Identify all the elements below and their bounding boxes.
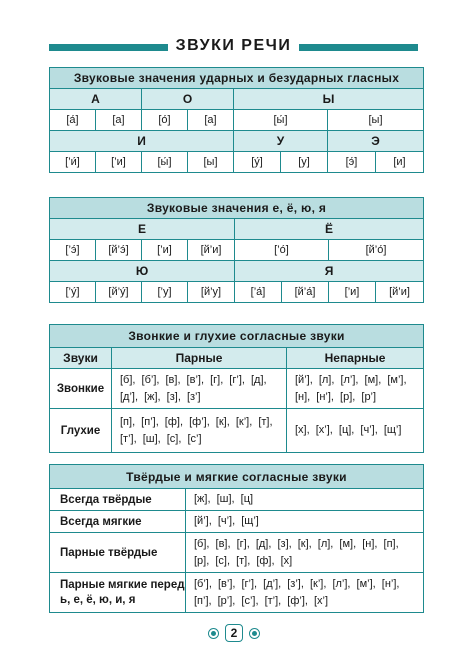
row-label: Парные мягкие перед ь, е, ё, ю, и, я [50, 573, 186, 613]
sound-cell: [’э́] [50, 240, 96, 261]
letter-cell: Э [328, 131, 424, 152]
hardsoft-header: Твёрдые и мягкие согласные звуки [50, 465, 424, 489]
row-value: [й’], [ч’], [щ’] [186, 511, 424, 533]
column-header: Звуки [50, 348, 112, 369]
sound-cell: [и] [376, 152, 424, 173]
letter-cell: Ю [50, 261, 235, 282]
sound-cell: [а] [96, 110, 142, 131]
sound-cell: [ы] [328, 110, 424, 131]
letter-cell: И [50, 131, 234, 152]
sound-cell: [о́] [142, 110, 188, 131]
sound-cell: [й’э́] [96, 240, 142, 261]
sound-cell: [’у] [142, 282, 188, 303]
hard-soft-table [49, 464, 424, 613]
row-value: [б’], [в’], [г’], [д’], [з’], [к’], [л’], [м’], [н’], [п’], [р’], [с’], [т’], [ф’], [х’] [186, 573, 424, 613]
sound-cell: [’и] [329, 282, 376, 303]
page-footer [0, 624, 468, 642]
unpaired-sounds: [х], [х’], [ц], [ч’], [щ’] [287, 409, 424, 453]
sound-cell: [у́] [234, 152, 281, 173]
letter-cell: Е [50, 219, 235, 240]
sound-cell: [’а́] [235, 282, 282, 303]
page-title-block [49, 36, 418, 60]
row-label: Парные твёрдые [50, 533, 186, 573]
letter-cell: Ё [235, 219, 424, 240]
page-title-text: ЗВУКИ РЕЧИ [168, 37, 300, 54]
row-label: Глухие [50, 409, 112, 453]
iotated-table [49, 197, 424, 303]
column-header: Непарные [287, 348, 424, 369]
voiced-header: Звонкие и глухие согласные звуки [50, 325, 424, 348]
sound-cell: [э́] [328, 152, 376, 173]
row-label: Звонкие [50, 369, 112, 409]
letter-cell: Я [235, 261, 424, 282]
ornament-icon [249, 628, 260, 639]
vowels-header: Звуковые значения ударных и безударных гласных [50, 68, 424, 89]
row-value: [ж], [ш], [ц] [186, 489, 424, 511]
sound-cell: [й’а́] [282, 282, 329, 303]
paired-sounds: [п], [п’], [ф], [ф’], [к], [к’], [т], [т’], [ш], [с], [с’] [112, 409, 287, 453]
sound-cell: [а́] [50, 110, 96, 131]
row-value: [б], [в], [г], [д], [з], [к], [л], [м], [н], [п], [р], [с], [т], [ф], [х] [186, 533, 424, 573]
row-label: Всегда мягкие [50, 511, 186, 533]
sound-cell: [ы́] [142, 152, 188, 173]
sound-cell: [а] [188, 110, 234, 131]
sound-cell: [й’у́] [96, 282, 142, 303]
paired-sounds: [б], [б’], [в], [в’], [г], [г’], [д], [д’], [ж], [з], [з’] [112, 369, 287, 409]
ornament-icon [208, 628, 219, 639]
sound-cell: [’и] [96, 152, 142, 173]
sound-cell: [у] [281, 152, 328, 173]
voiced-voiceless-table [49, 324, 424, 453]
vowels-table [49, 67, 424, 173]
letter-cell: А [50, 89, 142, 110]
unpaired-sounds: [й’], [л], [л’], [м], [м’], [н], [н’], [р], [р’] [287, 369, 424, 409]
letter-cell: У [234, 131, 328, 152]
sound-cell: [’и] [142, 240, 188, 261]
sound-cell: [й’о́] [329, 240, 424, 261]
sound-cell: [ы́] [234, 110, 328, 131]
page-title [49, 37, 418, 55]
sound-cell: [й’и] [376, 282, 424, 303]
sound-cell: [’о́] [235, 240, 329, 261]
sound-cell: [’у́] [50, 282, 96, 303]
sound-cell: [’и́] [50, 152, 96, 173]
letter-cell: Ы [234, 89, 424, 110]
page-number: 2 [225, 624, 243, 642]
sound-cell: [ы] [188, 152, 234, 173]
column-header: Парные [112, 348, 287, 369]
sound-cell: [й’у] [188, 282, 235, 303]
row-label: Всегда твёрдые [50, 489, 186, 511]
iotated-header: Звуковые значения е, ё, ю, я [50, 198, 424, 219]
sound-cell: [й’и] [188, 240, 235, 261]
letter-cell: О [142, 89, 234, 110]
